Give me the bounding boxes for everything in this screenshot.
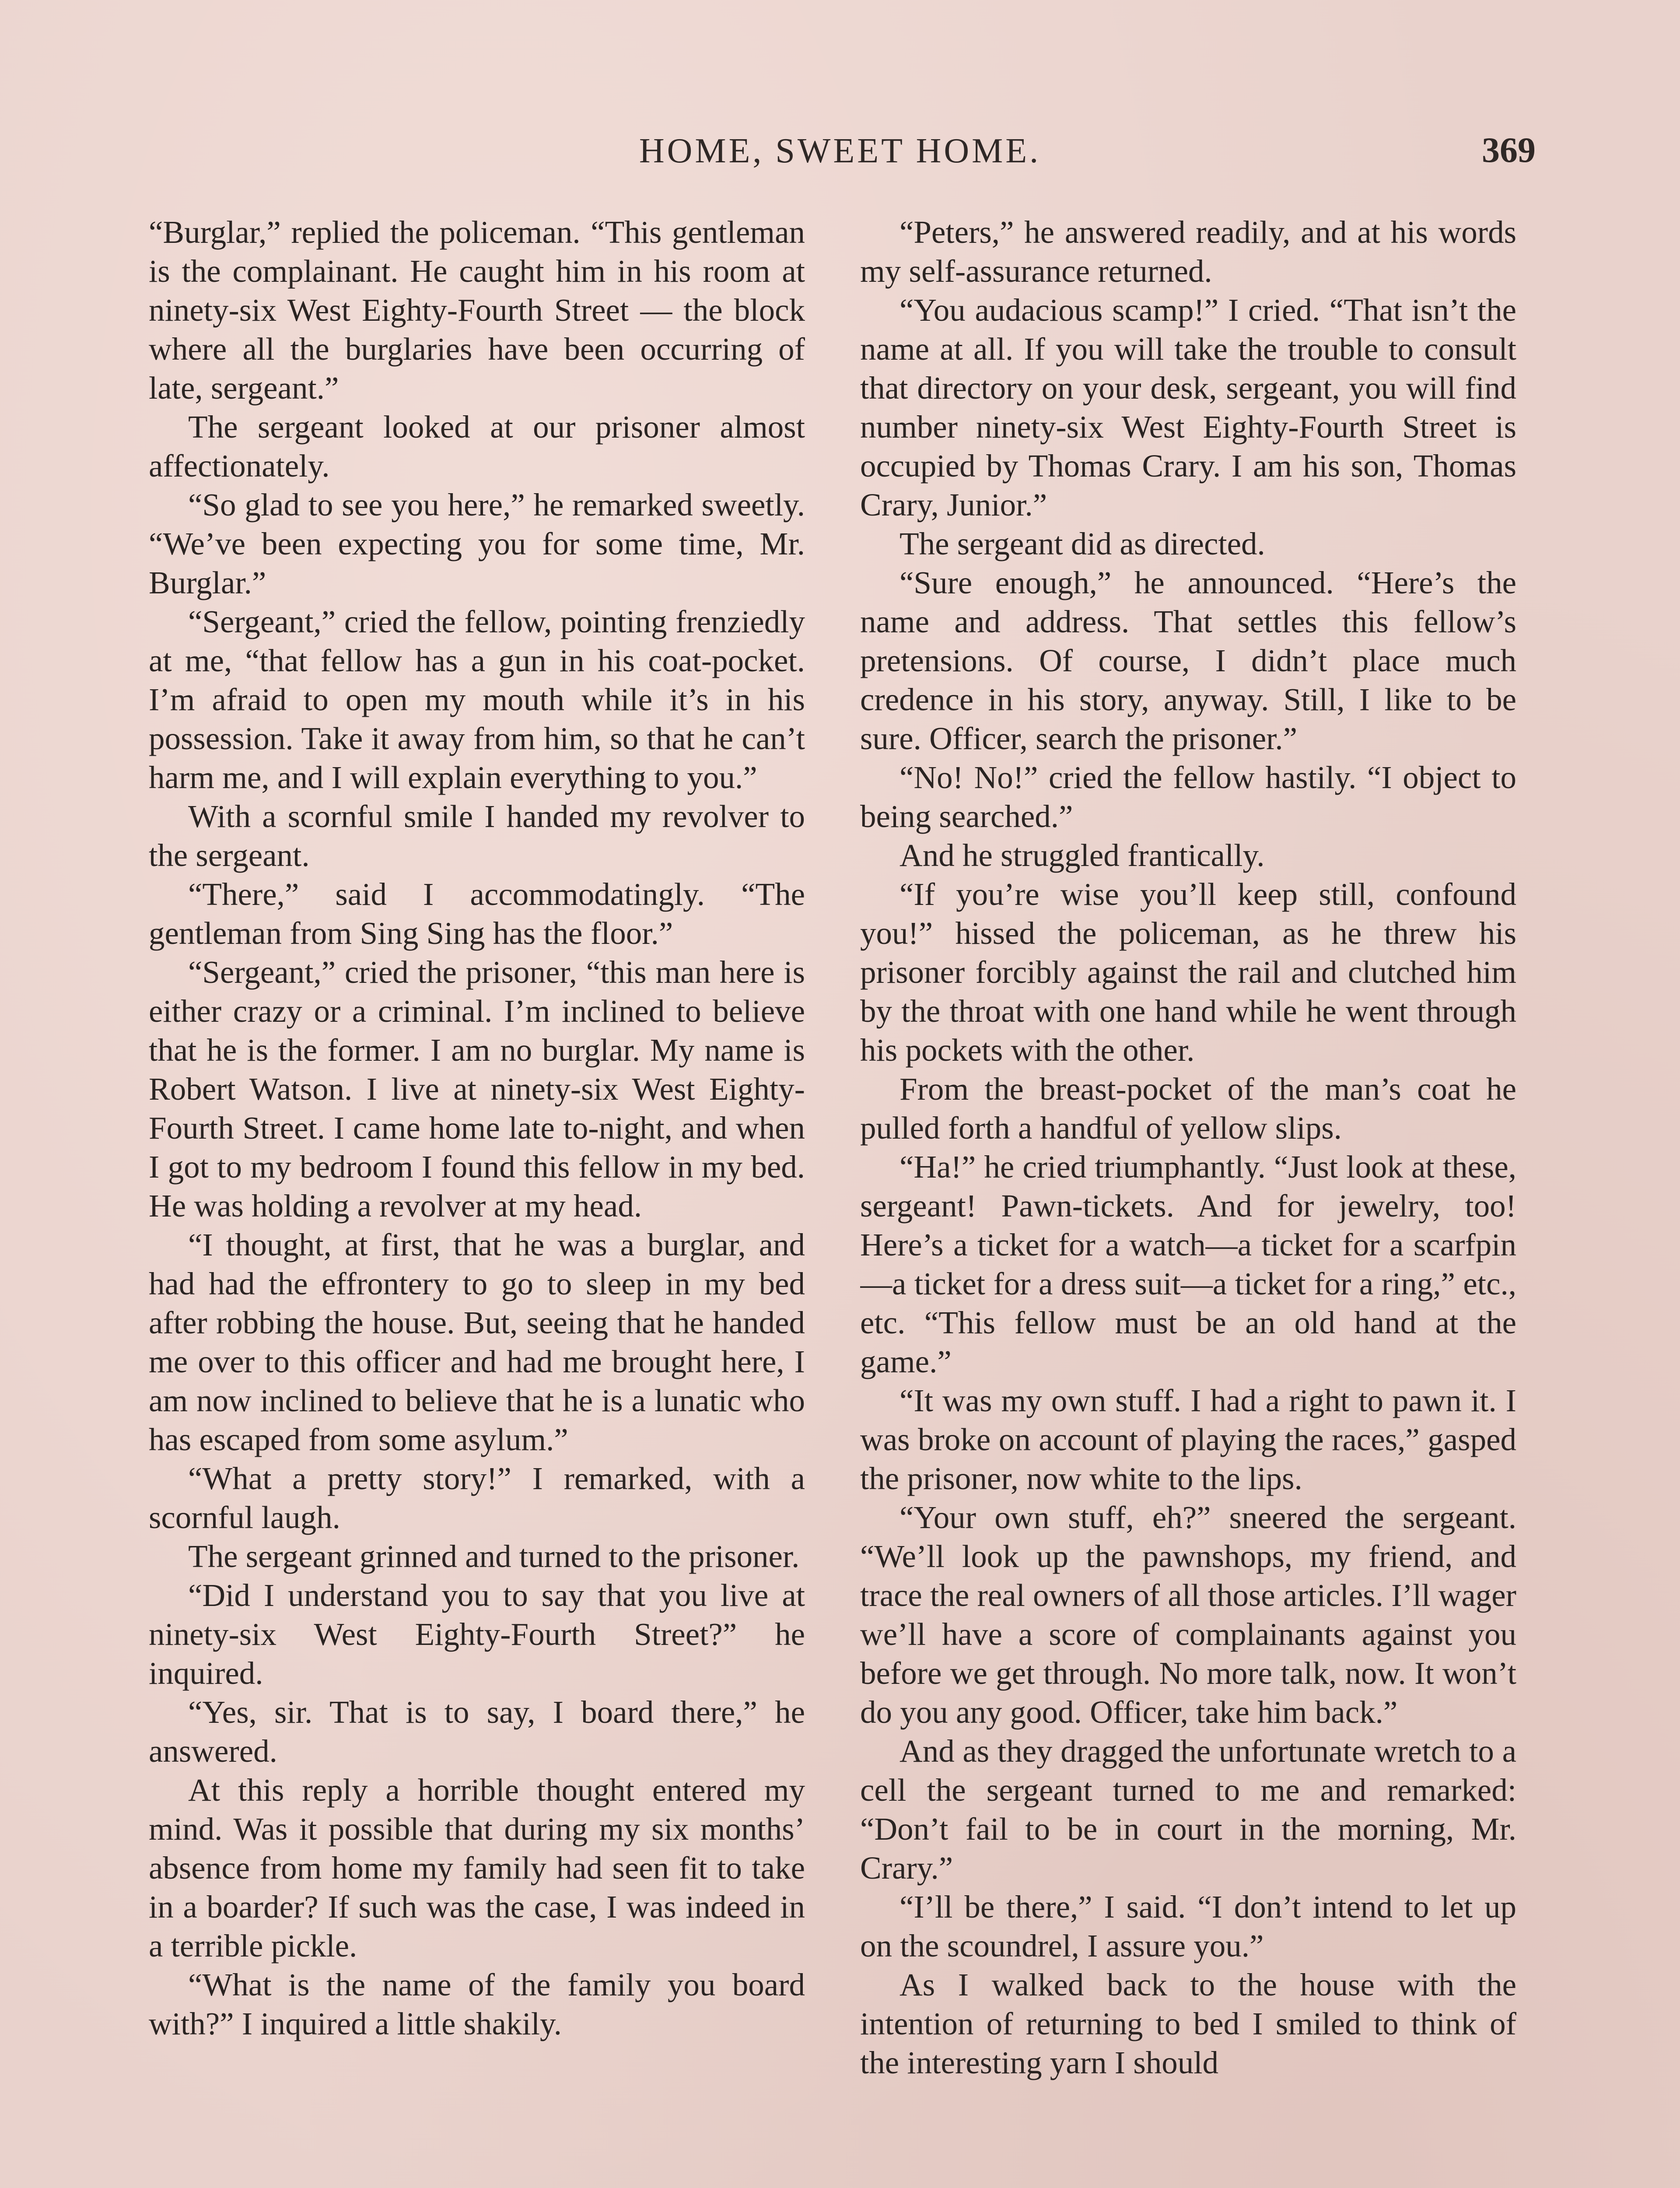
paragraph: “Burglar,” replied the policeman. “This gentleman is the complainant. He caught him in his room at ninety-six West Eighty-Fourth Street — the block where all the burglaries have been occurring of late, sergeant.”	[149, 214, 805, 406]
paragraph: “Did I understand you to say that you live at ninety-six West Eighty-Fourth Street?” he inquired.	[149, 1578, 805, 1691]
running-title: HOME, SWEET HOME.	[639, 132, 1041, 170]
paragraph: “I’ll be there,” I said. “I don’t intend to let up on the scoundrel, I assure you.”	[860, 1889, 1516, 1964]
paragraph: “What is the name of the family you board with?” I inquired a little shakily.	[149, 1967, 805, 2041]
paragraph: With a scornful smile I handed my revolver to the sergeant.	[149, 799, 805, 873]
paragraph: And as they dragged the unfortunate wretch to a cell the sergeant turned to me and remarked: “Don’t fail to be in court in the morning, Mr. Crary.”	[860, 1733, 1516, 1886]
paragraph: The sergeant looked at our prisoner almost affectionately.	[149, 409, 805, 484]
paragraph: From the breast-pocket of the man’s coat he pulled forth a handful of yellow slips.	[860, 1071, 1516, 1146]
paragraph: “I thought, at first, that he was a burglar, and had had the effrontery to go to sleep in my bed after robbing the house. But, seeing that he handed me over to this officer and had me brought here, I am now inclined to believe that he is a lunatic who has escaped from some asylum.”	[149, 1227, 805, 1457]
paragraph: “Your own stuff, eh?” sneered the sergeant. “We’ll look up the pawnshops, my friend, and trace the real owners of all those articles. I’ll wager we’ll have a score of complainants against you before we get through. No more talk, now. It won’t do you any good. Officer, take him back.”	[860, 1500, 1516, 1730]
paragraph: “Yes, sir. That is to say, I board there,” he answered.	[149, 1694, 805, 1769]
paragraph: “Sergeant,” cried the fellow, pointing frenziedly at me, “that fellow has a gun in his coat-pocket. I’m afraid to open my mouth while it’s in his possession. Take it away from him, so that he can’t harm me, and I will explain everything to you.”	[149, 604, 805, 795]
paragraph: “If you’re wise you’ll keep still, confound you!” hissed the policeman, as he threw his prisoner forcibly against the rail and clutched him by the throat with one hand while he went through his pockets with the other.	[860, 877, 1516, 1068]
paragraph: And he struggled frantically.	[900, 838, 1265, 873]
paragraph: “What a pretty story!” I remarked, with a scornful laugh.	[149, 1461, 805, 1535]
paragraph: “Sergeant,” cried the prisoner, “this man here is either crazy or a criminal. I’m inclined to believe that he is the former. I am no burglar. My name is Robert Watson. I live at ninety-six West Eighty-Fourth Street. I came home late to-night, and when I got to my bedroom I found this fellow in my bed. He was holding a revolver at my head.	[149, 954, 805, 1224]
paragraph: “It was my own stuff. I had a right to pawn it. I was broke on account of playing the races,” gasped the prisoner, now white to the lips.	[860, 1383, 1516, 1496]
paragraph: “No! No!” cried the fellow hastily. “I object to being searched.”	[860, 760, 1516, 834]
paragraph: As I walked back to the house with the intention of returning to bed I smiled to think of the interesting yarn I should	[860, 1967, 1516, 2080]
paragraph: “There,” said I accommodatingly. “The gentleman from Sing Sing has the floor.”	[149, 877, 805, 951]
paragraph: At this reply a horrible thought entered my mind. Was it possible that during my six months’ absence from home my family had seen fit to take in a boarder? If such was the case, I was indeed in a terrible pickle.	[149, 1772, 805, 1964]
page-number: 369	[1482, 130, 1536, 170]
paragraph: The sergeant did as directed.	[900, 526, 1265, 561]
paragraph: “Sure enough,” he announced. “Here’s the name and address. That settles this fellow’s pretensions. Of course, I didn’t place much credence in his story, anyway. Still, I like to be sure. Officer, search the prisoner.”	[860, 565, 1516, 756]
paragraph: “Ha!” he cried triumphantly. “Just look at these, sergeant! Pawn-tickets. And for jewelry, too! Here’s a ticket for a watch—a ticket for a scarfpin—a ticket for a dress suit—a ticket for a ring,” etc., etc. “This fellow must be an old hand at the game.”	[860, 1149, 1516, 1379]
right-text-column	[860, 213, 1516, 2188]
paragraph: “You audacious scamp!” I cried. “That isn’t the name at all. If you will take the trouble to consult that directory on your desk, sergeant, you will find number ninety-six West Eighty-Fourth Street is occupied by Thomas Crary. I am his son, Thomas Crary, Junior.”	[860, 292, 1516, 522]
left-text-column	[149, 213, 805, 2188]
paragraph: “So glad to see you here,” he remarked sweetly. “We’ve been expecting you for some time, Mr. Burglar.”	[149, 487, 805, 600]
paragraph: The sergeant grinned and turned to the prisoner.	[188, 1539, 800, 1574]
paragraph: “Peters,” he answered readily, and at his words my self-assurance returned.	[860, 214, 1516, 289]
